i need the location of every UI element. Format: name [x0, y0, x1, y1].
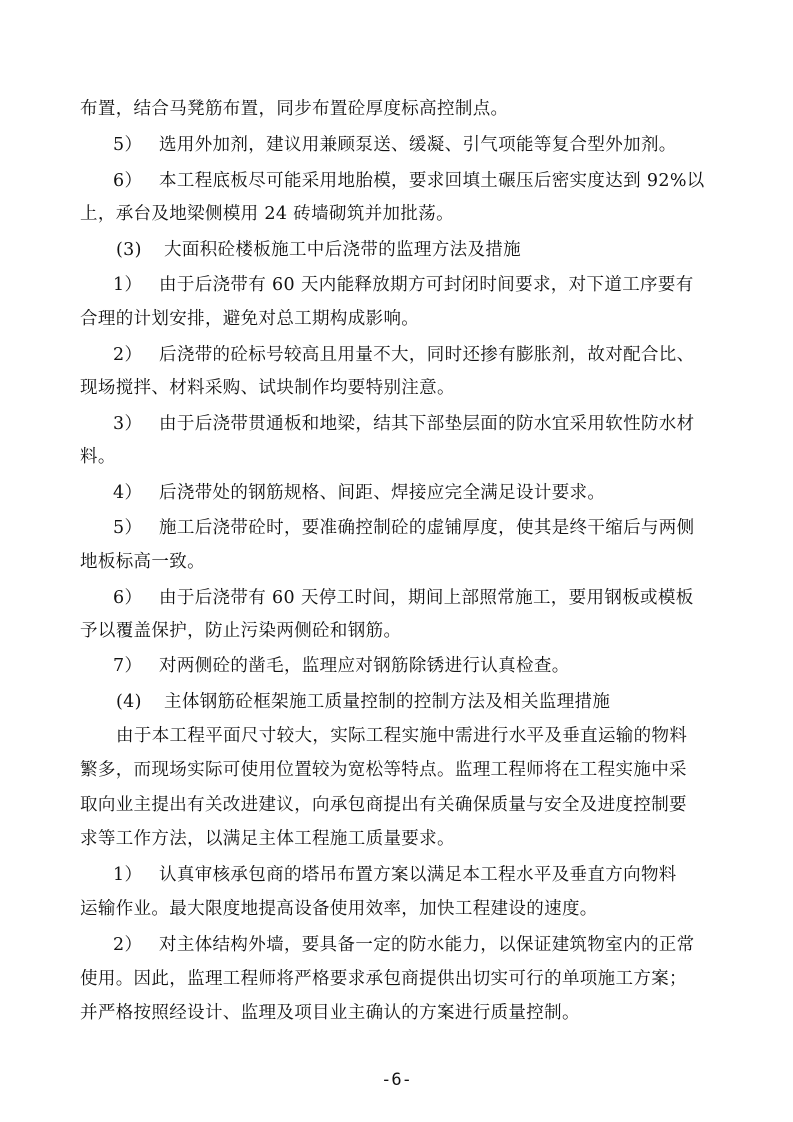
item-number: 3）: [113, 414, 143, 434]
item-text: 认真审核承包商的塔吊布置方案以满足本工程水平及垂直方向物料: [159, 865, 677, 885]
item-number: 5）: [113, 518, 143, 538]
section-number: (3): [116, 240, 142, 260]
list-item: [113, 414, 695, 434]
text-line: 由于本工程平面尺寸较大，实际工程实施中需进行水平及垂直运输的物料: [116, 726, 688, 746]
item-number: 2）: [113, 345, 143, 365]
list-item: [113, 656, 570, 676]
text-line: 并严格按照经设计、监理及项目业主确认的方案进行质量控制。: [80, 1003, 580, 1023]
item-number: 2）: [113, 935, 143, 955]
item-text: 后浇带处的钢筋规格、间距、焊接应完全满足设计要求。: [159, 483, 606, 503]
text-line: 料。: [80, 447, 116, 467]
item-text: 由于后浇带有 60 天停工时间，期间上部照常施工，要用钢板或模板: [159, 588, 694, 608]
item-text: 选用外加剂，建议用兼顾泵送、缓凝、引气项能等复合型外加剂。: [159, 135, 677, 155]
item-text: 对主体结构外墙，要具备一定的防水能力，以保证建筑物室内的正常: [159, 935, 695, 955]
section-title: 大面积砼楼板施工中后浇带的监理方法及措施: [164, 240, 521, 260]
text-line: 求等工作方法，以满足主体工程施工质量要求。: [80, 829, 455, 849]
item-text: 本工程底板尽可能采用地胎模，要求回填土碾压后密实度达到 92%以: [159, 171, 705, 191]
list-item: [113, 935, 695, 955]
list-item: [113, 483, 605, 503]
item-text: 后浇带的砼标号较高且用量不大，同时还掺有膨胀剂，故对配合比、: [159, 345, 695, 365]
section-number: (4): [116, 692, 142, 712]
list-item: [113, 865, 677, 885]
list-item: [113, 171, 705, 191]
item-number: 1）: [113, 275, 143, 295]
section-title: 主体钢筋砼框架施工质量控制的控制方法及相关监理措施: [164, 692, 611, 712]
list-item: [113, 588, 694, 608]
item-text: 由于后浇带贯通板和地梁，结其下部垫层面的防水宜采用软性防水材: [159, 414, 695, 434]
text-line: 上，承台及地梁侧模用 24 砖墙砌筑并加批荡。: [80, 204, 454, 224]
item-number: 4）: [113, 483, 143, 503]
list-item: [113, 345, 695, 365]
list-item: [113, 518, 695, 538]
item-number: 6）: [113, 171, 143, 191]
list-item: [113, 135, 677, 155]
section-heading: [116, 240, 521, 260]
text-line: 繁多，而现场实际可使用位置较为宽松等特点。监理工程师将在工程实施中采: [80, 760, 687, 780]
text-line: 予以覆盖保护，防止污染两侧砼和钢筋。: [80, 621, 402, 641]
text-line: 使用。因此，监理工程师将严格要求承包商提供出切实可行的单项施工方案；: [80, 969, 687, 989]
text-line: 布置，结合马凳筋布置，同步布置砼厚度标高控制点。: [80, 99, 509, 119]
list-item: [113, 275, 694, 295]
item-text: 由于后浇带有 60 天内能释放期方可封闭时间要求，对下道工序要有: [159, 275, 694, 295]
item-text: 施工后浇带砼时，要准确控制砼的虚铺厚度，使其是终干缩后与两侧: [159, 518, 695, 538]
text-line: 合理的计划安排，避免对总工期构成影响。: [80, 309, 420, 329]
text-line: 现场搅拌、材料采购、试块制作均要特别注意。: [80, 378, 455, 398]
text-line: 地板标高一致。: [80, 552, 205, 572]
page-number: -6-: [381, 1070, 412, 1090]
text-line: 运输作业。最大限度地提高设备使用效率，加快工程建设的速度。: [80, 899, 598, 919]
item-number: 5）: [113, 135, 143, 155]
section-heading: [116, 692, 610, 712]
item-text: 对两侧砼的凿毛，监理应对钢筋除锈进行认真检查。: [159, 656, 570, 676]
item-number: 7）: [113, 656, 143, 676]
text-line: 取向业主提出有关改进建议，向承包商提出有关确保质量与安全及进度控制要: [80, 795, 687, 815]
item-number: 1）: [113, 865, 143, 885]
item-number: 6）: [113, 588, 143, 608]
